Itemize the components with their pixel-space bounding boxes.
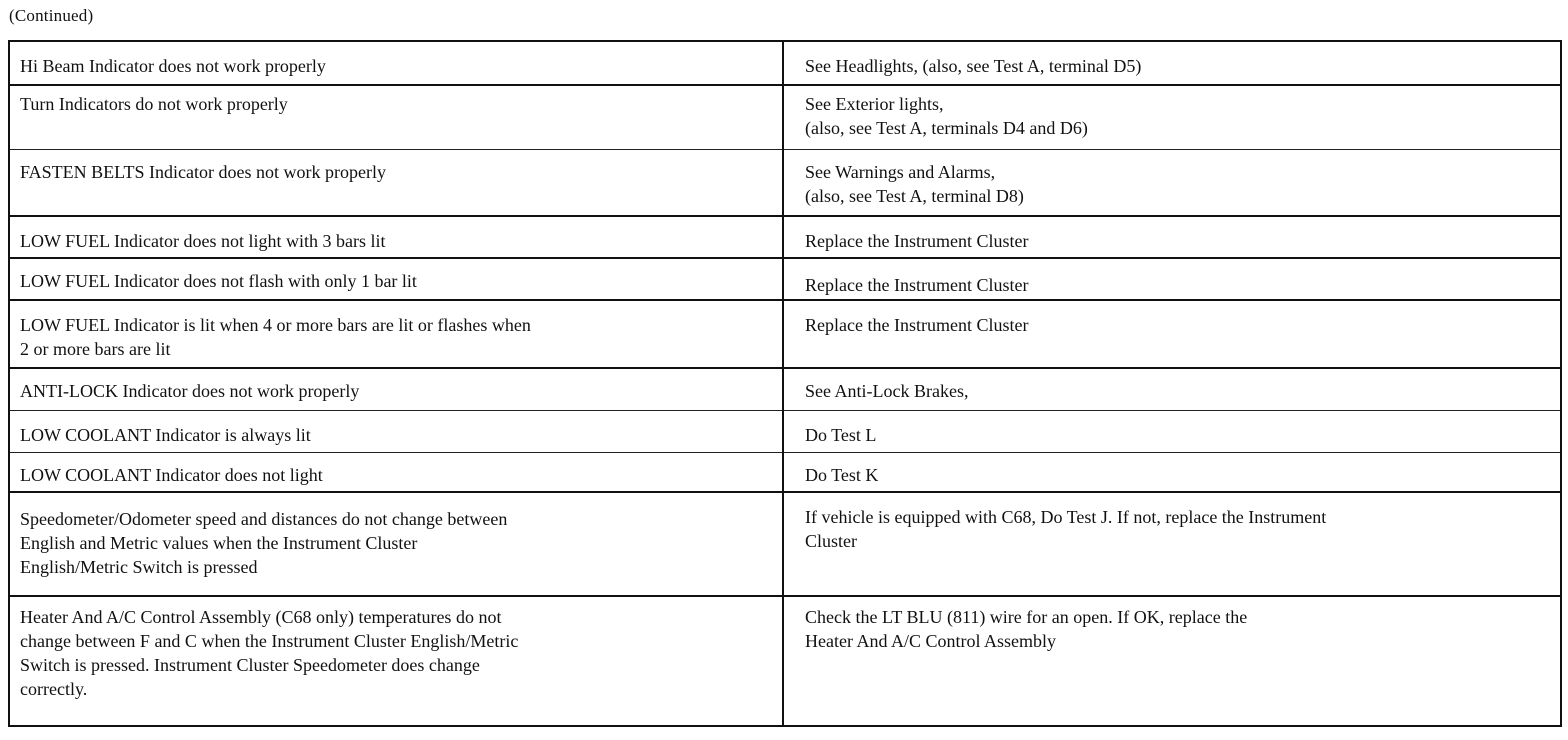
- condition-cell: Heater And A/C Control Assembly (C68 only) temperatures do not change between F and C when the Instrument Cluster English/Metric Switch is pressed. Instrument Cluster Speedometer does change correctly.: [9, 596, 783, 726]
- condition-cell: ANTI-LOCK Indicator does not work properly: [9, 368, 783, 410]
- action-cell: Replace the Instrument Cluster: [783, 258, 1561, 300]
- action-cell: See Anti-Lock Brakes,: [783, 368, 1561, 410]
- table-row: [9, 452, 1561, 492]
- action-cell: Replace the Instrument Cluster: [783, 216, 1561, 258]
- table-row: [9, 41, 1561, 85]
- table-row: [9, 216, 1561, 258]
- diagnosis-table: [8, 40, 1562, 727]
- action-cell: Do Test K: [783, 452, 1561, 492]
- action-cell: Do Test L: [783, 410, 1561, 452]
- table-row: [9, 149, 1561, 216]
- action-cell: See Headlights, (also, see Test A, terminal D5): [783, 41, 1561, 85]
- condition-cell: LOW COOLANT Indicator does not light: [9, 452, 783, 492]
- condition-cell: LOW FUEL Indicator is lit when 4 or more bars are lit or flashes when 2 or more bars are lit: [9, 300, 783, 368]
- action-cell: See Warnings and Alarms, (also, see Test A, terminal D8): [783, 149, 1561, 216]
- condition-cell: LOW FUEL Indicator does not light with 3 bars lit: [9, 216, 783, 258]
- action-cell: Replace the Instrument Cluster: [783, 300, 1561, 368]
- table-row: [9, 300, 1561, 368]
- table-row: [9, 258, 1561, 300]
- condition-cell: FASTEN BELTS Indicator does not work properly: [9, 149, 783, 216]
- continued-label: (Continued): [9, 6, 94, 25]
- table-row: [9, 492, 1561, 596]
- condition-cell: Hi Beam Indicator does not work properly: [9, 41, 783, 85]
- table-row: [9, 368, 1561, 410]
- action-cell: Check the LT BLU (811) wire for an open. If OK, replace the Heater And A/C Control Assembly: [783, 596, 1561, 726]
- table-row: [9, 596, 1561, 726]
- table-row: [9, 85, 1561, 149]
- action-cell: See Exterior lights, (also, see Test A, terminals D4 and D6): [783, 85, 1561, 149]
- action-cell: If vehicle is equipped with C68, Do Test J. If not, replace the Instrument Cluster: [783, 492, 1561, 596]
- condition-cell: LOW COOLANT Indicator is always lit: [9, 410, 783, 452]
- condition-cell: Speedometer/Odometer speed and distances do not change between English and Metric values when the Instrument Cluster English/Metric Switch is pressed: [9, 492, 783, 596]
- table-row: [9, 410, 1561, 452]
- condition-cell: Turn Indicators do not work properly: [9, 85, 783, 149]
- condition-cell: LOW FUEL Indicator does not flash with only 1 bar lit: [9, 258, 783, 300]
